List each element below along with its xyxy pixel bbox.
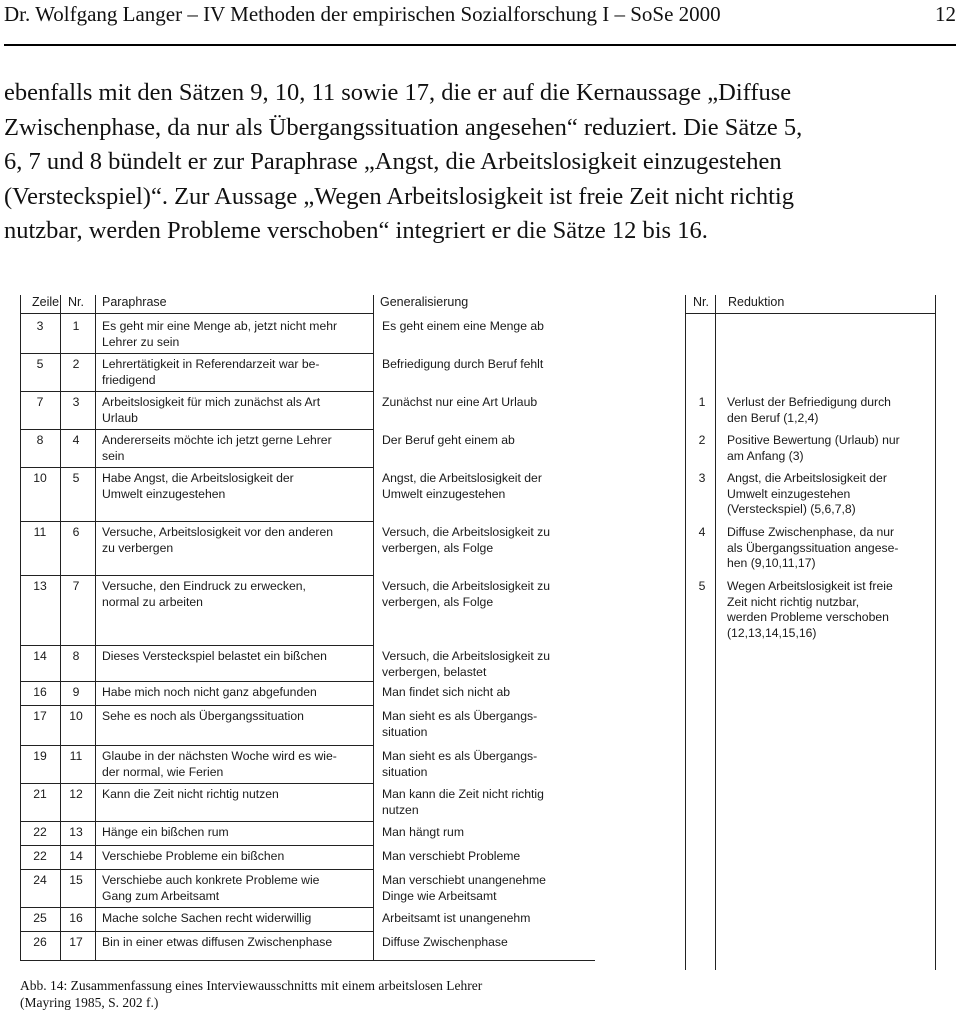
cell-zeile: 19 bbox=[33, 749, 47, 763]
body-line: ebenfalls mit den Sätzen 9, 10, 11 sowie 17, die er auf die Kernaussage „Diffuse bbox=[4, 79, 792, 106]
cell-nr: 4 bbox=[72, 433, 80, 447]
cell-red-nr: 3 bbox=[698, 471, 706, 485]
cell-generalisierung: Angst, die Arbeitslosigkeit der bbox=[382, 471, 542, 485]
header-nr: Nr. bbox=[68, 295, 84, 309]
row-rule bbox=[20, 467, 373, 468]
cell-nr: 7 bbox=[72, 579, 80, 593]
row-rule bbox=[20, 429, 373, 430]
cell-nr: 12 bbox=[69, 787, 83, 801]
cell-paraphrase: Sehe es noch als Übergangssituation bbox=[102, 709, 304, 723]
cell-reduktion: werden Probleme verschoben bbox=[727, 610, 889, 624]
cell-generalisierung: Man verschiebt Probleme bbox=[382, 849, 521, 863]
cell-zeile: 14 bbox=[33, 649, 47, 663]
cell-generalisierung: Man kann die Zeit nicht richtig bbox=[382, 787, 544, 801]
cell-nr: 8 bbox=[72, 649, 80, 663]
row-rule bbox=[20, 391, 373, 392]
cell-paraphrase: zu verbergen bbox=[102, 540, 174, 555]
body-line: 6, 7 und 8 bündelt er zur Paraphrase „Angst, die Arbeitslosigkeit einzugestehen bbox=[4, 148, 782, 175]
cell-generalisierung: Man sieht es als Übergangs- bbox=[382, 749, 538, 763]
cell-red-nr: 5 bbox=[698, 579, 706, 593]
header-generalisierung: Generalisierung bbox=[380, 295, 469, 309]
cell-paraphrase: Lehrertätigkeit in Referendarzeit war be- bbox=[102, 357, 320, 371]
cell-reduktion: Zeit nicht richtig nutzbar, bbox=[727, 594, 860, 609]
cell-nr: 14 bbox=[69, 849, 83, 863]
row-rule bbox=[20, 745, 373, 746]
cell-nr: 5 bbox=[72, 471, 80, 485]
header-paraphrase: Paraphrase bbox=[102, 295, 167, 309]
cell-paraphrase: Arbeitslosigkeit für mich zunächst als Art bbox=[102, 395, 321, 409]
header-reduktion: Reduktion bbox=[728, 295, 785, 309]
cell-zeile: 22 bbox=[33, 849, 47, 863]
cell-paraphrase: Habe Angst, die Arbeitslosigkeit der bbox=[102, 471, 294, 485]
cell-reduktion: (Versteckspiel) (5,6,7,8) bbox=[727, 502, 856, 516]
row-rule bbox=[20, 960, 595, 961]
cell-nr: 3 bbox=[72, 395, 80, 409]
cell-reduktion: den Beruf (1,2,4) bbox=[727, 410, 819, 425]
cell-generalisierung: Versuch, die Arbeitslosigkeit zu bbox=[382, 649, 551, 663]
cell-paraphrase: Gang zum Arbeitsamt bbox=[102, 888, 220, 903]
row-rule bbox=[20, 869, 373, 870]
row-rule bbox=[20, 931, 373, 932]
cell-paraphrase: Verschiebe auch konkrete Probleme wie bbox=[102, 873, 320, 887]
cell-zeile: 10 bbox=[33, 471, 47, 485]
page-number: 12 bbox=[935, 2, 956, 26]
cell-generalisierung: Es geht einem eine Menge ab bbox=[382, 319, 544, 333]
cell-red-nr: 2 bbox=[698, 433, 706, 447]
cell-generalisierung: Dinge wie Arbeitsamt bbox=[382, 888, 497, 903]
row-rule bbox=[20, 575, 373, 576]
reduction-table bbox=[685, 295, 935, 960]
cell-nr: 15 bbox=[69, 873, 83, 887]
column-rule bbox=[373, 295, 374, 960]
cell-paraphrase: Glaube in der nächsten Woche wird es wie- bbox=[102, 749, 337, 763]
cell-reduktion: als Übergangssituation angese- bbox=[727, 540, 899, 555]
cell-reduktion: Angst, die Arbeitslosigkeit der bbox=[727, 471, 887, 485]
column-rule bbox=[95, 295, 96, 960]
cell-generalisierung: Diffuse Zwischenphase bbox=[382, 935, 508, 949]
cell-paraphrase: sein bbox=[102, 448, 125, 463]
cell-reduktion: Diffuse Zwischenphase, da nur bbox=[727, 525, 895, 539]
cell-paraphrase: Hänge ein bißchen rum bbox=[102, 825, 229, 839]
cell-paraphrase: Verschiebe Probleme ein bißchen bbox=[102, 849, 285, 863]
row-rule bbox=[20, 907, 373, 908]
row-rule bbox=[20, 705, 373, 706]
cell-nr: 16 bbox=[69, 911, 83, 925]
cell-reduktion: Verlust der Befriedigung durch bbox=[727, 395, 891, 409]
cell-reduktion: hen (9,10,11,17) bbox=[727, 556, 816, 570]
cell-nr: 17 bbox=[69, 935, 83, 949]
column-rule bbox=[20, 295, 21, 960]
cell-nr: 11 bbox=[69, 749, 83, 763]
cell-generalisierung: Man sieht es als Übergangs- bbox=[382, 709, 538, 723]
cell-nr: 13 bbox=[69, 825, 83, 839]
row-rule bbox=[20, 845, 373, 846]
header-title: Dr. Wolfgang Langer – IV Methoden der empirischen Sozialforschung I – SoSe 2000 bbox=[4, 2, 721, 26]
cell-reduktion: (12,13,14,15,16) bbox=[727, 625, 817, 640]
cell-paraphrase: Versuche, Arbeitslosigkeit vor den anderen bbox=[102, 525, 334, 539]
cell-generalisierung: Der Beruf geht einem ab bbox=[382, 433, 515, 447]
cell-zeile: 13 bbox=[33, 579, 47, 593]
cell-generalisierung: Arbeitsamt ist unangenehm bbox=[382, 911, 531, 925]
cell-generalisierung: Man findet sich nicht ab bbox=[382, 685, 511, 699]
cell-zeile: 16 bbox=[33, 685, 47, 699]
cell-generalisierung: nutzen bbox=[382, 802, 419, 817]
row-rule bbox=[20, 645, 373, 646]
row-rule bbox=[20, 821, 373, 822]
cell-zeile: 22 bbox=[33, 825, 47, 839]
caption-line: (Mayring 1985, S. 202 f.) bbox=[20, 995, 159, 1010]
cell-generalisierung: verbergen, als Folge bbox=[382, 540, 494, 555]
caption-line: Abb. 14: Zusammenfassung eines Interviewausschnitts mit einem arbeitslosen Lehrer bbox=[20, 978, 483, 993]
header-zeile: Zeile bbox=[32, 295, 60, 309]
cell-generalisierung: Befriedigung durch Beruf fehlt bbox=[382, 357, 544, 371]
cell-zeile: 5 bbox=[36, 357, 44, 371]
cell-zeile: 11 bbox=[33, 525, 47, 539]
cell-paraphrase: Dieses Versteckspiel belastet ein bißchen bbox=[102, 649, 327, 663]
cell-generalisierung: Man verschiebt unangenehme bbox=[382, 873, 546, 887]
cell-paraphrase: Lehrer zu sein bbox=[102, 334, 180, 349]
cell-nr: 1 bbox=[72, 319, 80, 333]
cell-nr: 6 bbox=[72, 525, 80, 539]
cell-paraphrase: friedigend bbox=[102, 372, 156, 387]
header-red-nr: Nr. bbox=[693, 295, 709, 309]
cell-zeile: 24 bbox=[33, 873, 47, 887]
cell-paraphrase: Versuche, den Eindruck zu erwecken, bbox=[102, 579, 306, 593]
body-line: (Versteckspiel)“. Zur Aussage „Wegen Arbeitslosigkeit ist freie Zeit nicht richtig bbox=[4, 182, 794, 210]
cell-paraphrase: normal zu arbeiten bbox=[102, 594, 203, 609]
summary-table bbox=[20, 295, 595, 960]
body-line: Zwischenphase, da nur als Übergangssituation angesehen“ reduziert. Die Sätze 5, bbox=[4, 113, 803, 141]
cell-paraphrase: Bin in einer etwas diffusen Zwischenphase bbox=[102, 935, 333, 949]
cell-paraphrase: Urlaub bbox=[102, 410, 138, 425]
cell-reduktion: am Anfang (3) bbox=[727, 448, 804, 463]
column-rule bbox=[935, 295, 936, 970]
row-rule bbox=[685, 313, 935, 314]
cell-zeile: 17 bbox=[33, 709, 47, 723]
cell-generalisierung: verbergen, belastet bbox=[382, 664, 487, 679]
cell-paraphrase: Andererseits möchte ich jetzt gerne Lehrer bbox=[102, 433, 332, 447]
page-header bbox=[4, 0, 956, 44]
body-paragraph bbox=[4, 76, 956, 249]
cell-generalisierung: Versuch, die Arbeitslosigkeit zu bbox=[382, 579, 551, 593]
cell-reduktion: Wegen Arbeitslosigkeit ist freie bbox=[727, 579, 893, 593]
cell-red-nr: 4 bbox=[698, 525, 706, 539]
cell-generalisierung: situation bbox=[382, 724, 428, 739]
cell-zeile: 8 bbox=[36, 433, 44, 447]
cell-zeile: 3 bbox=[36, 319, 44, 333]
row-rule bbox=[20, 521, 373, 522]
cell-paraphrase: Kann die Zeit nicht richtig nutzen bbox=[102, 787, 279, 801]
body-line: nutzbar, werden Probleme verschoben“ integriert er die Sätze 12 bis 16. bbox=[4, 217, 708, 244]
cell-generalisierung: Man hängt rum bbox=[382, 825, 464, 839]
cell-paraphrase: der normal, wie Ferien bbox=[102, 764, 224, 779]
row-rule bbox=[20, 353, 373, 354]
row-rule bbox=[20, 783, 373, 784]
cell-red-nr: 1 bbox=[698, 395, 706, 409]
cell-zeile: 26 bbox=[33, 935, 47, 949]
header-rule bbox=[4, 44, 956, 46]
column-rule bbox=[60, 295, 61, 960]
cell-nr: 10 bbox=[69, 709, 83, 723]
figure-caption bbox=[20, 977, 482, 1011]
cell-generalisierung: Versuch, die Arbeitslosigkeit zu bbox=[382, 525, 551, 539]
cell-reduktion: Umwelt einzugestehen bbox=[727, 486, 851, 501]
cell-paraphrase: Umwelt einzugestehen bbox=[102, 486, 226, 501]
cell-nr: 9 bbox=[72, 685, 80, 699]
cell-paraphrase: Mache solche Sachen recht widerwillig bbox=[102, 911, 312, 925]
cell-generalisierung: verbergen, als Folge bbox=[382, 594, 494, 609]
cell-generalisierung: Umwelt einzugestehen bbox=[382, 486, 506, 501]
cell-nr: 2 bbox=[72, 357, 80, 371]
cell-zeile: 25 bbox=[33, 911, 47, 925]
cell-generalisierung: Zunächst nur eine Art Urlaub bbox=[382, 395, 538, 409]
cell-reduktion: Positive Bewertung (Urlaub) nur bbox=[727, 433, 900, 447]
row-rule bbox=[20, 313, 373, 314]
cell-zeile: 21 bbox=[33, 787, 47, 801]
cell-paraphrase: Es geht mir eine Menge ab, jetzt nicht mehr bbox=[102, 319, 338, 333]
cell-generalisierung: situation bbox=[382, 764, 428, 779]
cell-paraphrase: Habe mich noch nicht ganz abgefunden bbox=[102, 685, 317, 699]
column-rule bbox=[685, 295, 686, 970]
cell-zeile: 7 bbox=[36, 395, 44, 409]
row-rule bbox=[20, 681, 373, 682]
